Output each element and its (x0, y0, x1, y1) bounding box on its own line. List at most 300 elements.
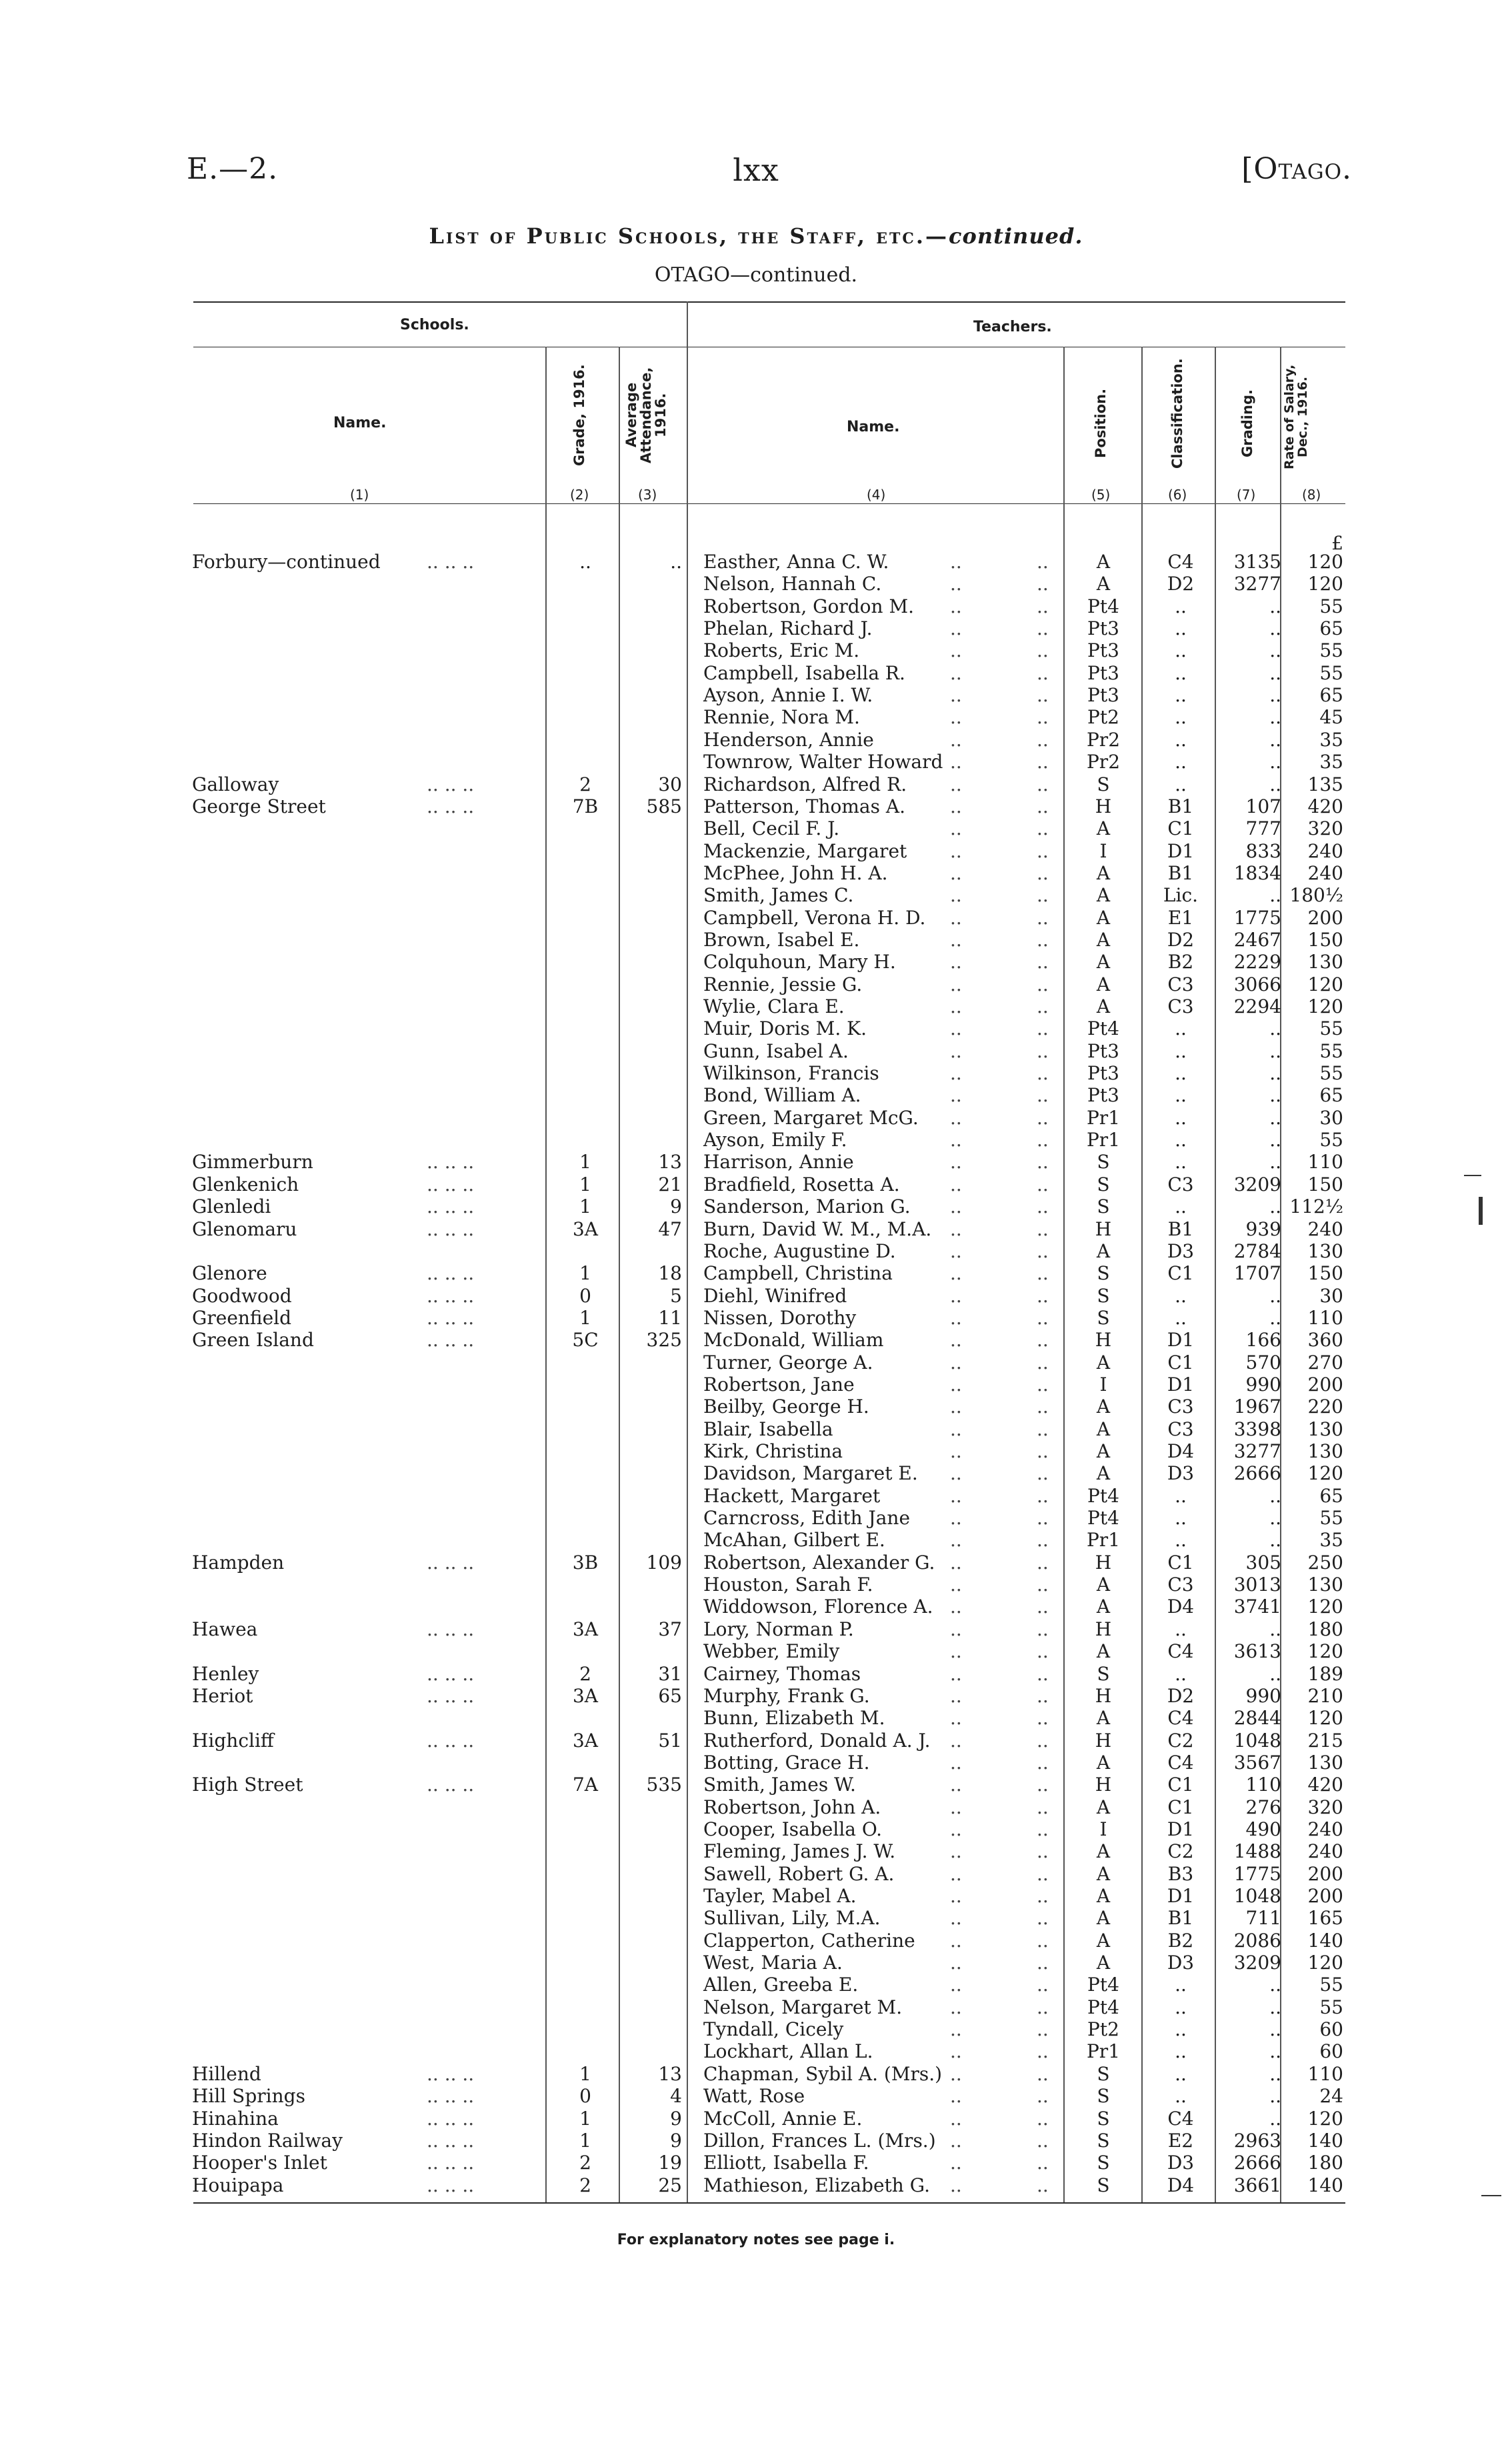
classification: D1 (1167, 839, 1195, 862)
classification: .. (1175, 2040, 1187, 2063)
school-grade: 3A (572, 1729, 599, 1752)
teacher-name: Chapman, Sybil A. (Mrs.) (703, 2062, 943, 2085)
teacher-name: Dillon, Frances L. (Mrs.) (703, 2129, 936, 2152)
table-row (0, 662, 1512, 684)
school-name: Greenfield (192, 1306, 292, 1329)
leader-dots: .. (950, 1574, 962, 1596)
classification: C1 (1167, 817, 1194, 840)
leader-dots: .. (950, 1796, 962, 1818)
teacher-name: Nelson, Hannah C. (703, 573, 882, 595)
leader-dots: .. (1037, 1418, 1049, 1440)
teacher-name-header: Name. (847, 419, 900, 435)
classification: D3 (1167, 1952, 1195, 1974)
leader-dots: .. (950, 2085, 962, 2108)
table-row (0, 1374, 1512, 1396)
position: Pt3 (1087, 1039, 1119, 1062)
teacher-name: Roberts, Eric M. (703, 639, 860, 662)
leader-dots: .. (1037, 639, 1049, 662)
attendance: 31 (658, 1662, 682, 1685)
leader-dots: .. (950, 1240, 962, 1262)
salary: 150 (1307, 928, 1343, 951)
leader-dots: .. (1037, 2018, 1049, 2041)
salary: 120 (1307, 1640, 1343, 1663)
table-row (0, 595, 1512, 617)
title-continued: continued. (949, 223, 1083, 249)
classification: .. (1175, 2018, 1187, 2041)
teacher-name: Smith, James C. (703, 884, 854, 907)
title-main: List of Public Schools, the Staff, etc.— (429, 223, 949, 249)
position: H (1095, 1729, 1112, 1752)
leader-dots: .. (950, 1329, 962, 1352)
classification: .. (1175, 1974, 1187, 1996)
table-row (0, 1618, 1512, 1640)
position: A (1096, 1952, 1111, 1974)
classification: C1 (1167, 1262, 1194, 1285)
attendance: 535 (646, 1774, 682, 1796)
grading: 1707 (1233, 1262, 1281, 1285)
classification: E2 (1167, 2129, 1194, 2152)
table-row (0, 1062, 1512, 1084)
grading: .. (1269, 1996, 1281, 2018)
salary-header: Rate of Salary, Dec., 1916. (1282, 364, 1310, 469)
leader-dots: .. (950, 684, 962, 707)
salary: 180½ (1289, 884, 1343, 907)
school-name: Green Island (192, 1329, 314, 1352)
salary: 55 (1319, 1507, 1343, 1530)
position: Pt4 (1087, 1974, 1119, 1996)
position: Pt3 (1087, 661, 1119, 684)
position: H (1095, 1217, 1112, 1240)
classification: C1 (1167, 1551, 1194, 1574)
leader-dots: .. (950, 1507, 962, 1530)
teacher-name: Webber, Emily (703, 1640, 840, 1663)
leader-dots: .. (1037, 1551, 1049, 1574)
table-row (0, 1818, 1512, 1840)
leader-dots: .. (1037, 684, 1049, 707)
table-row (0, 1195, 1512, 1217)
grading: 1048 (1233, 1885, 1281, 1907)
grading: .. (1269, 1017, 1281, 1040)
table-row (0, 1173, 1512, 1195)
grading: 1488 (1233, 1840, 1281, 1863)
table-row (0, 2018, 1512, 2040)
leader-dots: .. (950, 2107, 962, 2130)
teacher-name: Cairney, Thomas (703, 1662, 861, 1685)
classification: D2 (1167, 1684, 1195, 1707)
leader-dots: .. (1037, 1507, 1049, 1530)
grading: .. (1269, 728, 1281, 751)
table-row (0, 1240, 1512, 1262)
school-name: Hampden (192, 1551, 285, 1574)
classification: C4 (1167, 1640, 1194, 1663)
leader-dots: .. (950, 1774, 962, 1796)
leader-dots: .. .. .. (427, 2152, 475, 2174)
leader-dots: .. (950, 1217, 962, 1240)
school-grade: 7B (572, 795, 599, 817)
salary: 200 (1307, 1885, 1343, 1907)
table-row (0, 773, 1512, 795)
attendance: 65 (658, 1684, 682, 1707)
table-row (0, 1462, 1512, 1484)
classification: B2 (1167, 1929, 1194, 1952)
table-row (0, 551, 1512, 573)
grading: 3066 (1233, 973, 1281, 995)
leader-dots: .. (950, 1751, 962, 1774)
teacher-name: Tayler, Mabel A. (703, 1885, 857, 1907)
teacher-name: Clapperton, Catherine (703, 1929, 915, 1952)
salary: 140 (1307, 2129, 1343, 2152)
classification: D1 (1167, 1329, 1195, 1352)
leader-dots: .. (1037, 1329, 1049, 1352)
salary: 240 (1307, 861, 1343, 884)
school-grade: 3A (572, 1618, 599, 1640)
leader-dots: .. (950, 551, 962, 573)
position: A (1096, 1907, 1111, 1930)
table-row (0, 2108, 1512, 2130)
table-row (0, 1084, 1512, 1106)
leader-dots: .. .. .. (427, 1729, 475, 1752)
leader-dots: .. (950, 795, 962, 817)
school-grade: 2 (579, 2152, 591, 2174)
position: Pt4 (1087, 1017, 1119, 1040)
leader-dots: .. (950, 617, 962, 640)
teacher-name: Brown, Isabel E. (703, 928, 860, 951)
attendance: 37 (658, 1618, 682, 1640)
grading: 1967 (1233, 1396, 1281, 1418)
salary: 30 (1319, 1106, 1343, 1129)
classification: C2 (1167, 1840, 1194, 1863)
salary: 240 (1307, 839, 1343, 862)
grading: .. (1269, 1039, 1281, 1062)
salary: 189 (1307, 1662, 1343, 1685)
school-grade: 3A (572, 1217, 599, 1240)
teacher-name: Campbell, Verona H. D. (703, 906, 926, 929)
school-name: Gimmerburn (192, 1151, 313, 1173)
attendance: 9 (670, 1195, 682, 1218)
salary: 130 (1307, 951, 1343, 973)
grading-header: Grading. (1239, 389, 1255, 457)
salary: 120 (1307, 995, 1343, 1017)
position: A (1096, 1796, 1111, 1818)
teachers-group-header: Teachers. (973, 319, 1052, 335)
leader-dots: .. (950, 1640, 962, 1663)
salary: 240 (1307, 1840, 1343, 1863)
leader-dots: .. .. .. (427, 1551, 475, 1574)
teacher-name: McDonald, William (703, 1329, 884, 1352)
position: A (1096, 1396, 1111, 1418)
table-row (0, 1885, 1512, 1907)
leader-dots: .. .. .. (427, 1662, 475, 1685)
leader-dots: .. (950, 1306, 962, 1329)
teacher-name: Campbell, Christina (703, 1262, 893, 1285)
leader-dots: .. (1037, 1262, 1049, 1285)
grading: 2229 (1233, 951, 1281, 973)
position: A (1096, 1640, 1111, 1663)
position: I (1099, 839, 1107, 862)
classification: D2 (1167, 928, 1195, 951)
classification: .. (1175, 1084, 1187, 1107)
classification: D3 (1167, 1462, 1195, 1485)
salary: 180 (1307, 1618, 1343, 1640)
salary: 55 (1319, 1062, 1343, 1085)
leader-dots: .. .. .. (427, 795, 475, 817)
teacher-name: Mackenzie, Margaret (703, 839, 907, 862)
grading: 3209 (1233, 1952, 1281, 1974)
classification: .. (1175, 617, 1187, 640)
position: A (1096, 995, 1111, 1017)
currency-symbol: £ (1331, 532, 1343, 554)
leader-dots: .. (1037, 1840, 1049, 1863)
leader-dots: .. (1037, 1707, 1049, 1730)
leader-dots: .. (950, 1351, 962, 1374)
table-row (0, 1752, 1512, 1774)
grading: .. (1269, 2085, 1281, 2108)
grading: 2294 (1233, 995, 1281, 1017)
leader-dots: .. (950, 1084, 962, 1107)
salary: 220 (1307, 1396, 1343, 1418)
grading: .. (1269, 1618, 1281, 1640)
salary: 35 (1319, 1529, 1343, 1552)
table-row (0, 1930, 1512, 1952)
salary: 55 (1319, 595, 1343, 617)
leader-dots: .. .. .. (427, 2129, 475, 2152)
classification: .. (1175, 1151, 1187, 1173)
salary: 110 (1307, 1151, 1343, 1173)
grading: 166 (1245, 1329, 1281, 1352)
leader-dots: .. (1037, 706, 1049, 729)
attendance: 13 (658, 1151, 682, 1173)
classification: B1 (1167, 795, 1194, 817)
leader-dots: .. (950, 1907, 962, 1930)
grading: 711 (1245, 1907, 1281, 1930)
table-row (0, 907, 1512, 929)
leader-dots: .. .. .. (427, 1262, 475, 1285)
grading: .. (1269, 1062, 1281, 1085)
teacher-name: Blair, Isabella (703, 1418, 833, 1440)
position: S (1097, 1284, 1110, 1307)
leader-dots: .. (950, 1974, 962, 1996)
table-row (0, 2063, 1512, 2085)
salary: 140 (1307, 1929, 1343, 1952)
position: A (1096, 817, 1111, 840)
leader-dots: .. .. .. (427, 1195, 475, 1218)
position: A (1096, 551, 1111, 573)
position: Pt2 (1087, 706, 1119, 729)
table-row (0, 1574, 1512, 1596)
teacher-name: Roche, Augustine D. (703, 1240, 896, 1262)
grading: .. (1269, 1484, 1281, 1507)
table-row (0, 1996, 1512, 2018)
classification: .. (1175, 684, 1187, 707)
classification: C3 (1167, 1418, 1194, 1440)
classification: C3 (1167, 995, 1194, 1017)
leader-dots: .. (950, 817, 962, 840)
leader-dots: .. (1037, 1996, 1049, 2018)
table-row (0, 1107, 1512, 1129)
table-row (0, 1262, 1512, 1284)
salary: 130 (1307, 1240, 1343, 1262)
teacher-name: Phelan, Richard J. (703, 617, 873, 640)
grading: .. (1269, 2107, 1281, 2130)
attendance: 585 (646, 795, 682, 817)
position: S (1097, 1195, 1110, 1218)
leader-dots: .. .. .. (427, 1217, 475, 1240)
leader-dots: .. (1037, 2152, 1049, 2174)
attendance: 11 (658, 1306, 682, 1329)
school-name: Glenore (192, 1262, 267, 1285)
table-row (0, 1307, 1512, 1329)
table-row (0, 2085, 1512, 2107)
salary: 200 (1307, 906, 1343, 929)
school-name: Hillend (192, 2062, 261, 2085)
position: S (1097, 2152, 1110, 2174)
position: S (1097, 1173, 1110, 1195)
classification: Lic. (1163, 884, 1199, 907)
table-row (0, 729, 1512, 751)
teacher-name: Colquhoun, Mary H. (703, 951, 896, 973)
attendance: 109 (646, 1551, 682, 1574)
col-number-7: (7) (1237, 487, 1256, 503)
teacher-name: Smith, James W. (703, 1774, 856, 1796)
leader-dots: .. (950, 1373, 962, 1396)
grading: 110 (1245, 1774, 1281, 1796)
leader-dots: .. (1037, 1818, 1049, 1840)
teacher-name: Nelson, Margaret M. (703, 1996, 903, 2018)
salary: 200 (1307, 1862, 1343, 1885)
classification: B1 (1167, 1907, 1194, 1930)
salary: 120 (1307, 1952, 1343, 1974)
salary: 200 (1307, 1373, 1343, 1396)
leader-dots: .. (950, 839, 962, 862)
leader-dots: .. (1037, 928, 1049, 951)
position: A (1096, 1862, 1111, 1885)
school-grade: 3A (572, 1684, 599, 1707)
teacher-name: Robertson, Alexander G. (703, 1551, 935, 1574)
classification: C4 (1167, 551, 1194, 573)
grading: .. (1269, 2018, 1281, 2041)
leader-dots: .. (950, 1062, 962, 1085)
table-row (0, 1151, 1512, 1173)
leader-dots: .. (950, 751, 962, 773)
grading: 3013 (1233, 1574, 1281, 1596)
leader-dots: .. (950, 1551, 962, 1574)
classification: C1 (1167, 1351, 1194, 1374)
school-name: High Street (192, 1774, 303, 1796)
leader-dots: .. (950, 2152, 962, 2174)
grading: 3661 (1233, 2174, 1281, 2196)
leader-dots: .. (1037, 1974, 1049, 1996)
position: A (1096, 861, 1111, 884)
school-name: Highcliff (192, 1729, 274, 1752)
attendance: 4 (670, 2085, 682, 2108)
salary: 110 (1307, 1306, 1343, 1329)
position-header: Position. (1093, 388, 1109, 459)
salary: 55 (1319, 639, 1343, 662)
attendance: 21 (658, 1173, 682, 1195)
attendance: 30 (658, 773, 682, 795)
leader-dots: .. (950, 1462, 962, 1485)
leader-dots: .. (1037, 1640, 1049, 1663)
attendance: 25 (658, 2174, 682, 2196)
leader-dots: .. (1037, 1017, 1049, 1040)
page-title (0, 223, 1512, 249)
grading: 490 (1245, 1818, 1281, 1840)
leader-dots: .. (950, 1129, 962, 1151)
leader-dots: .. (950, 1151, 962, 1173)
salary: 55 (1319, 1974, 1343, 1996)
table-bottom-rule (193, 2202, 1345, 2204)
position: Pt3 (1087, 684, 1119, 707)
teacher-name: Diehl, Winifred (703, 1284, 847, 1307)
salary: 165 (1307, 1907, 1343, 1930)
classification: D4 (1167, 1440, 1195, 1462)
leader-dots: .. (1037, 1796, 1049, 1818)
grading: .. (1269, 884, 1281, 907)
table-row (0, 951, 1512, 973)
grading: .. (1269, 751, 1281, 773)
teacher-name: Tyndall, Cicely (703, 2018, 844, 2041)
leader-dots: .. (950, 1484, 962, 1507)
school-name: Hooper's Inlet (192, 2152, 327, 2174)
salary: 250 (1307, 1551, 1343, 1574)
teacher-name: Sawell, Robert G. A. (703, 1862, 895, 1885)
teacher-name: McAhan, Gilbert E. (703, 1529, 885, 1552)
teacher-name: Richardson, Alfred R. (703, 773, 907, 795)
classification: D1 (1167, 1818, 1195, 1840)
classification: D1 (1167, 1373, 1195, 1396)
leader-dots: .. (950, 2174, 962, 2196)
leader-dots: .. (1037, 2040, 1049, 2063)
grading: 2666 (1233, 2152, 1281, 2174)
classification: .. (1175, 1284, 1187, 1307)
position: Pr1 (1086, 2040, 1121, 2063)
school-grade: 1 (579, 1262, 591, 1285)
table-row (0, 884, 1512, 906)
teacher-name: Bunn, Elizabeth M. (703, 1707, 885, 1730)
salary: 65 (1319, 1084, 1343, 1107)
classification: .. (1175, 1062, 1187, 1085)
salary: 270 (1307, 1351, 1343, 1374)
table-row (0, 1017, 1512, 1039)
leader-dots: .. (950, 1729, 962, 1752)
position: I (1099, 1818, 1107, 1840)
salary: 240 (1307, 1818, 1343, 1840)
position: Pt3 (1087, 639, 1119, 662)
position: H (1095, 1684, 1112, 1707)
leader-dots: .. .. .. (427, 773, 475, 795)
leader-dots: .. (950, 1529, 962, 1552)
teacher-name: Ayson, Emily F. (703, 1129, 847, 1151)
attendance: 18 (658, 1262, 682, 1285)
classification: C1 (1167, 1796, 1194, 1818)
table-row (0, 995, 1512, 1017)
salary: 150 (1307, 1262, 1343, 1285)
leader-dots: .. (1037, 1217, 1049, 1240)
col-number-8: (8) (1302, 487, 1321, 503)
leader-dots: .. (950, 1929, 962, 1952)
classification: D1 (1167, 1885, 1195, 1907)
position: A (1096, 1751, 1111, 1774)
table-row (0, 1529, 1512, 1551)
classification: .. (1175, 595, 1187, 617)
position: A (1096, 1840, 1111, 1863)
grading: 2784 (1233, 1240, 1281, 1262)
table-row (0, 1640, 1512, 1662)
leader-dots: .. (1037, 1151, 1049, 1173)
col-number-6: (6) (1168, 487, 1187, 503)
leader-dots: .. (950, 1684, 962, 1707)
teacher-name: Sanderson, Marion G. (703, 1195, 911, 1218)
